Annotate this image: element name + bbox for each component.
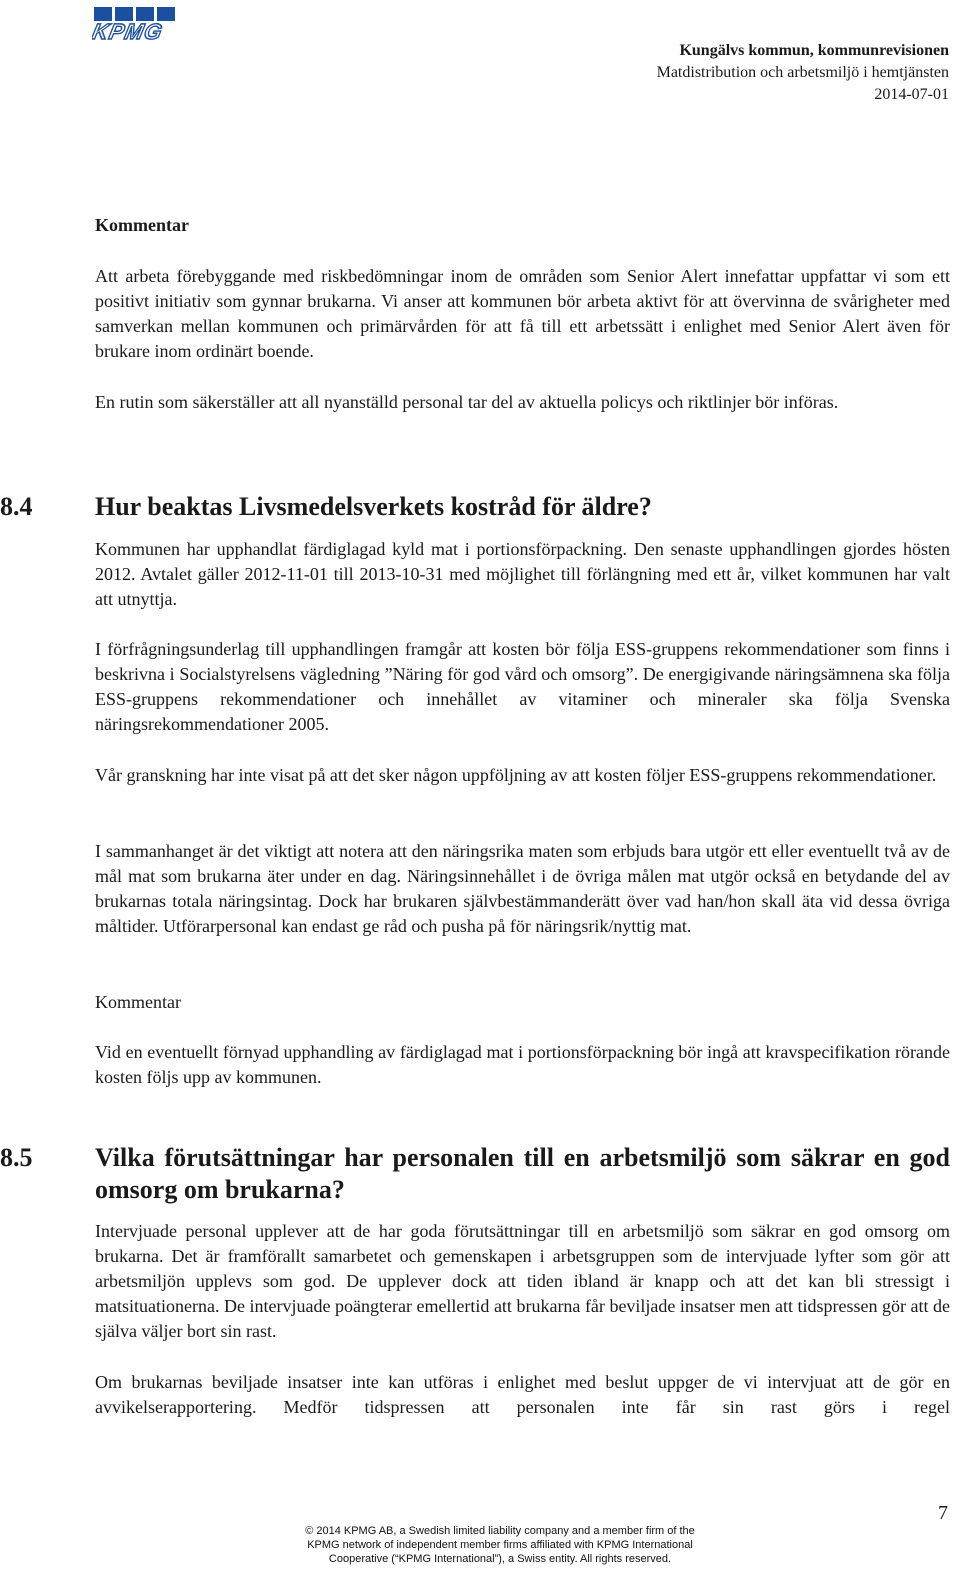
page-number: 7 — [938, 1502, 948, 1524]
section-title: Vilka förutsättningar har personalen till en arbetsmiljö som säkrar en god omsorg om brukarna? — [95, 1143, 950, 1204]
comment-label-2: Kommentar — [95, 992, 181, 1012]
comment-paragraph-2: En rutin som säkerställer att all nyanställd personal tar del av aktuella policys och riktlinjer bör införas. — [95, 392, 839, 412]
comment-paragraph-1: Att arbeta förebyggande med riskbedömningar inom de områden som Senior Alert innefattar uppfattar vi som ett positivt initiativ som gynnar brukarna. Vi anser att kommunen bör arbeta aktivt för att övervinna de svårigheter med samverkan mellan kommunen och primärvården för att få till ett arbetssätt i enlighet med Senior Alert även för brukare inom ordinärt boende. — [95, 266, 950, 361]
section-number: 8.4 — [0, 492, 33, 521]
section-8-5-paragraph-2: Om brukarnas beviljade insatser inte kan utföras i enlighet med beslut uppger de vi intervjuat att de gör en avvikelserapportering. Medför tidspressen att personalen inte får sin rast görs i regel — [95, 1372, 950, 1417]
header-title: Kungälvs kommun, kommunrevisionen — [679, 42, 949, 59]
comment-label: Kommentar — [95, 215, 189, 235]
section-8-4-paragraph-2: I förfrågningsunderlag till upphandlingen framgår att kosten bör följa ESS-gruppens rekommendationer som finns i beskrivna i Socialstyrelsens vägledning ”Näring för god vård och omsorg”. De energigivande näringsämnena ska följa ESS-gruppens rekommendationer och innehållet av vitaminer och mineraler ska följa Svenska näringsrekommendationer 2005. — [95, 639, 950, 734]
copyright-footer — [280, 1524, 720, 1566]
section-8-5-paragraph-1: Intervjuade personal upplever att de har goda förutsättningar till en arbetsmiljö som säkrar en god omsorg om brukarna. Det är framförallt samarbetet och gemenskapen i arbetsgruppen som de intervjuade lyfter som gör att arbetsmiljön upplevs som god. De upplever dock att tiden ibland är knapp och att det kan bli stressigt i matsituationerna. De intervjuade poängterar emellertid att brukarna får beviljade insatser men att tidspressen gör att de själva väljer bort sin rast. — [95, 1221, 950, 1341]
kpmg-logo — [92, 6, 180, 42]
header-date: 2014-07-01 — [874, 86, 949, 103]
svg-text:KPMG: KPMG — [92, 19, 166, 42]
header-subtitle: Matdistribution och arbetsmiljö i hemtjänsten — [656, 64, 949, 81]
document-header — [657, 40, 949, 106]
footer-line-2: KPMG network of independent member firms affiliated with KPMG International — [307, 1539, 693, 1551]
section-title: Hur beaktas Livsmedelsverkets kostråd för äldre? — [95, 492, 652, 521]
section-8-4-paragraph-3: Vår granskning har inte visat på att det sker någon uppföljning av att kosten följer ESS-gruppens rekommendationer. — [95, 765, 937, 785]
footer-line-3: Cooperative (“KPMG International”), a Swiss entity. All rights reserved. — [328, 1553, 672, 1565]
section-8-4-paragraph-5: Vid en eventuellt förnyad upphandling av färdiglagad mat i portionsförpackning bör ingå att kravspecifikation rörande kosten följs upp av kommunen. — [95, 1042, 950, 1087]
section-number: 8.5 — [0, 1143, 33, 1172]
section-8-4-paragraph-1: Kommunen har upphandlat färdiglagad kyld mat i portionsförpackning. Den senaste upphandlingen gjordes hösten 2012. Avtalet gäller 2012-11-01 till 2013-10-31 med möjlighet till förlängning med ett år, vilket kommunen har valt att utnyttja. — [95, 539, 950, 609]
footer-line-1: © 2014 KPMG AB, a Swedish limited liability company and a member firm of the — [305, 1525, 695, 1537]
section-heading-8-5 — [0, 1142, 950, 1206]
section-8-4-paragraph-4: I sammanhanget är det viktigt att notera att den näringsrika maten som erbjuds bara utgör ett eller eventuellt två av de mål mat som brukarna äter under en dag. Näringsinnehållet i de övriga målen mat utgör också en betydande del av brukarnas totala näringsintag. Dock har brukaren självbestämmanderätt över vad han/hon skall äta vid dessa övriga måltider. Utförarpersonal kan endast ge råd och pusha på för näringsrik/nyttig mat. — [95, 841, 950, 936]
